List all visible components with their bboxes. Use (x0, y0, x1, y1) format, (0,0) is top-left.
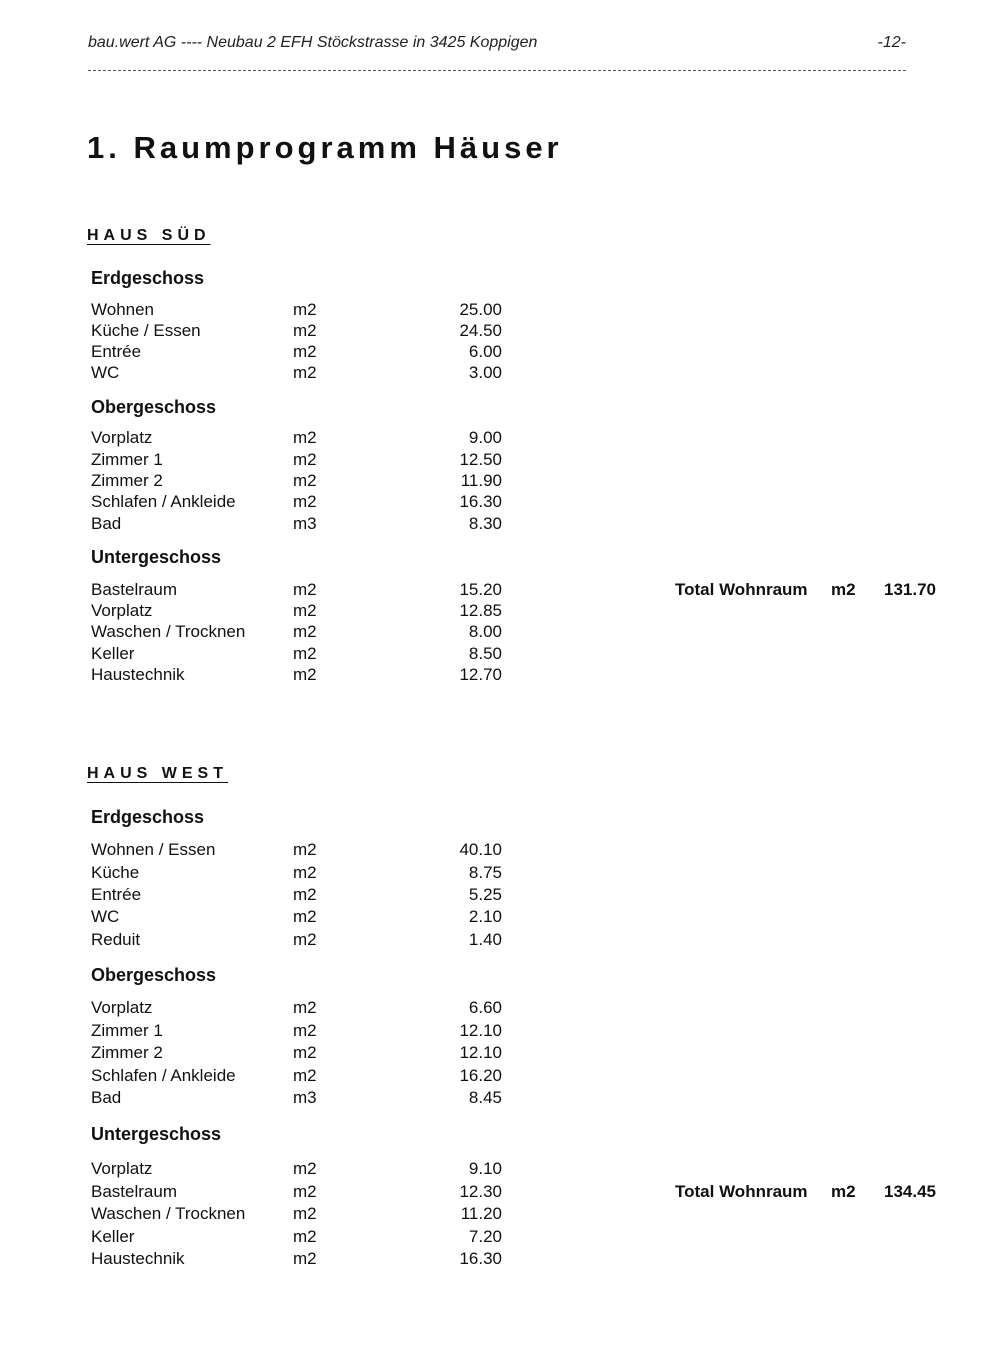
room-row (0, 863, 520, 885)
room-name: WC (91, 363, 120, 382)
room-unit: m3 (293, 514, 317, 533)
page-header (88, 34, 906, 54)
room-area: 6.60 (468, 998, 502, 1017)
room-name: Keller (91, 644, 135, 663)
header-project-info: bau.wert AG ---- Neubau 2 EFH Stöckstrasse in 3425 Koppigen (88, 34, 538, 51)
room-name: Waschen / Trocknen (91, 1204, 246, 1223)
floor-title: Obergeschoss (91, 965, 217, 985)
room-area: 24.50 (459, 321, 502, 340)
room-unit: m2 (293, 1227, 317, 1246)
room-unit: m2 (293, 1159, 317, 1178)
floor-title: Untergeschoss (91, 547, 222, 567)
room-unit: m2 (293, 885, 317, 904)
room-name: Waschen / Trocknen (91, 622, 246, 641)
total-row (0, 1182, 1000, 1204)
room-area: 12.85 (459, 601, 502, 620)
room-name: Zimmer 1 (91, 1021, 163, 1040)
room-row (0, 363, 520, 385)
room-row (0, 1249, 520, 1271)
room-area: 12.30 (459, 1182, 502, 1201)
room-name: Reduit (91, 930, 141, 949)
room-unit: m2 (293, 471, 317, 490)
room-row (0, 428, 520, 450)
room-row (0, 622, 520, 644)
room-name: Zimmer 2 (91, 471, 163, 490)
room-row (0, 514, 520, 536)
room-unit: m2 (293, 907, 317, 926)
room-row (0, 471, 520, 493)
floor-title: Erdgeschoss (91, 807, 205, 827)
room-row (0, 998, 520, 1020)
floor-title: Obergeschoss (91, 397, 217, 417)
room-name: Zimmer 2 (91, 1043, 163, 1062)
room-area: 8.30 (468, 514, 502, 533)
room-row (0, 492, 520, 514)
room-name: Küche / Essen (91, 321, 201, 340)
room-unit: m2 (293, 601, 317, 620)
room-unit: m2 (293, 492, 317, 511)
room-row (0, 930, 520, 952)
room-name: Haustechnik (91, 665, 185, 684)
total-row (0, 580, 1000, 602)
room-unit: m2 (293, 1066, 317, 1085)
room-name: Schlafen / Ankleide (91, 1066, 236, 1085)
room-area: 16.20 (459, 1066, 502, 1085)
room-area: 8.45 (468, 1088, 502, 1107)
room-row (0, 1227, 520, 1249)
room-row (0, 601, 520, 623)
total-label: Total Wohnraum (675, 1182, 808, 1201)
room-unit: m2 (293, 1043, 317, 1062)
room-name: Entrée (91, 342, 142, 361)
room-name: Vorplatz (91, 998, 153, 1017)
room-unit: m2 (293, 428, 317, 447)
room-name: Wohnen / Essen (91, 840, 216, 859)
room-name: Keller (91, 1227, 135, 1246)
room-name: Wohnen (91, 300, 155, 319)
room-area: 40.10 (459, 840, 502, 859)
total-unit: m2 (831, 580, 856, 599)
room-unit: m2 (293, 1204, 317, 1223)
total-label: Total Wohnraum (675, 580, 808, 599)
room-row (0, 644, 520, 666)
room-row (0, 342, 520, 364)
room-unit: m2 (293, 998, 317, 1017)
room-row (0, 300, 520, 322)
room-row (0, 1088, 520, 1110)
room-name: Vorplatz (91, 1159, 153, 1178)
room-unit: m2 (293, 665, 317, 684)
room-unit: m2 (293, 363, 317, 382)
house-heading: HAUS SÜD (87, 227, 211, 244)
room-name: Bastelraum (91, 1182, 177, 1201)
room-unit: m2 (293, 930, 317, 949)
room-area: 25.00 (459, 300, 502, 319)
room-area: 6.00 (468, 342, 502, 361)
room-name: Schlafen / Ankleide (91, 492, 236, 511)
room-area: 9.00 (468, 428, 502, 447)
room-area: 11.90 (460, 471, 502, 490)
room-unit: m3 (293, 1088, 317, 1107)
room-row (0, 1159, 520, 1181)
total-value: 134.45 (884, 1182, 936, 1201)
room-unit: m2 (293, 450, 317, 469)
room-unit: m2 (293, 863, 317, 882)
room-area: 12.70 (459, 665, 502, 684)
room-area: 8.00 (468, 622, 502, 641)
room-name: Vorplatz (91, 428, 153, 447)
room-name: Zimmer 1 (91, 450, 163, 469)
room-row (0, 840, 520, 862)
room-row (0, 1066, 520, 1088)
page-number: -12- (877, 34, 906, 51)
room-row (0, 450, 520, 472)
room-area: 16.30 (459, 492, 502, 511)
room-area: 3.00 (468, 363, 502, 382)
room-area: 9.10 (468, 1159, 502, 1178)
room-unit: m2 (293, 342, 317, 361)
room-row (0, 1204, 520, 1226)
room-area: 8.75 (468, 863, 502, 882)
room-area: 16.30 (459, 1249, 502, 1268)
header-divider (88, 70, 906, 71)
room-name: Entrée (91, 885, 142, 904)
page-title: 1. Raumprogramm Häuser (87, 130, 563, 165)
total-unit: m2 (831, 1182, 856, 1201)
room-unit: m2 (293, 840, 317, 859)
room-row (0, 321, 520, 343)
room-row (0, 885, 520, 907)
room-unit: m2 (293, 300, 317, 319)
room-unit: m2 (293, 580, 317, 599)
room-name: Küche (91, 863, 140, 882)
room-area: 11.20 (460, 1204, 502, 1223)
room-unit: m2 (293, 1182, 317, 1201)
room-area: 12.10 (459, 1021, 502, 1040)
floor-title: Erdgeschoss (91, 268, 205, 288)
room-unit: m2 (293, 1249, 317, 1268)
room-unit: m2 (293, 1021, 317, 1040)
room-area: 1.40 (468, 930, 502, 949)
room-name: Bastelraum (91, 580, 177, 599)
total-value: 131.70 (884, 580, 936, 599)
room-unit: m2 (293, 644, 317, 663)
room-name: Bad (91, 1088, 122, 1107)
room-area: 5.25 (468, 885, 502, 904)
room-row (0, 665, 520, 687)
house-heading: HAUS WEST (87, 765, 228, 782)
room-row (0, 907, 520, 929)
room-name: Vorplatz (91, 601, 153, 620)
room-area: 12.10 (459, 1043, 502, 1062)
room-unit: m2 (293, 622, 317, 641)
room-name: Bad (91, 514, 122, 533)
room-area: 7.20 (468, 1227, 502, 1246)
room-name: Haustechnik (91, 1249, 185, 1268)
room-row (0, 1043, 520, 1065)
room-name: WC (91, 907, 120, 926)
room-area: 8.50 (468, 644, 502, 663)
room-area: 2.10 (468, 907, 502, 926)
room-area: 15.20 (459, 580, 502, 599)
room-row (0, 1021, 520, 1043)
room-unit: m2 (293, 321, 317, 340)
room-area: 12.50 (459, 450, 502, 469)
floor-title: Untergeschoss (91, 1124, 222, 1144)
